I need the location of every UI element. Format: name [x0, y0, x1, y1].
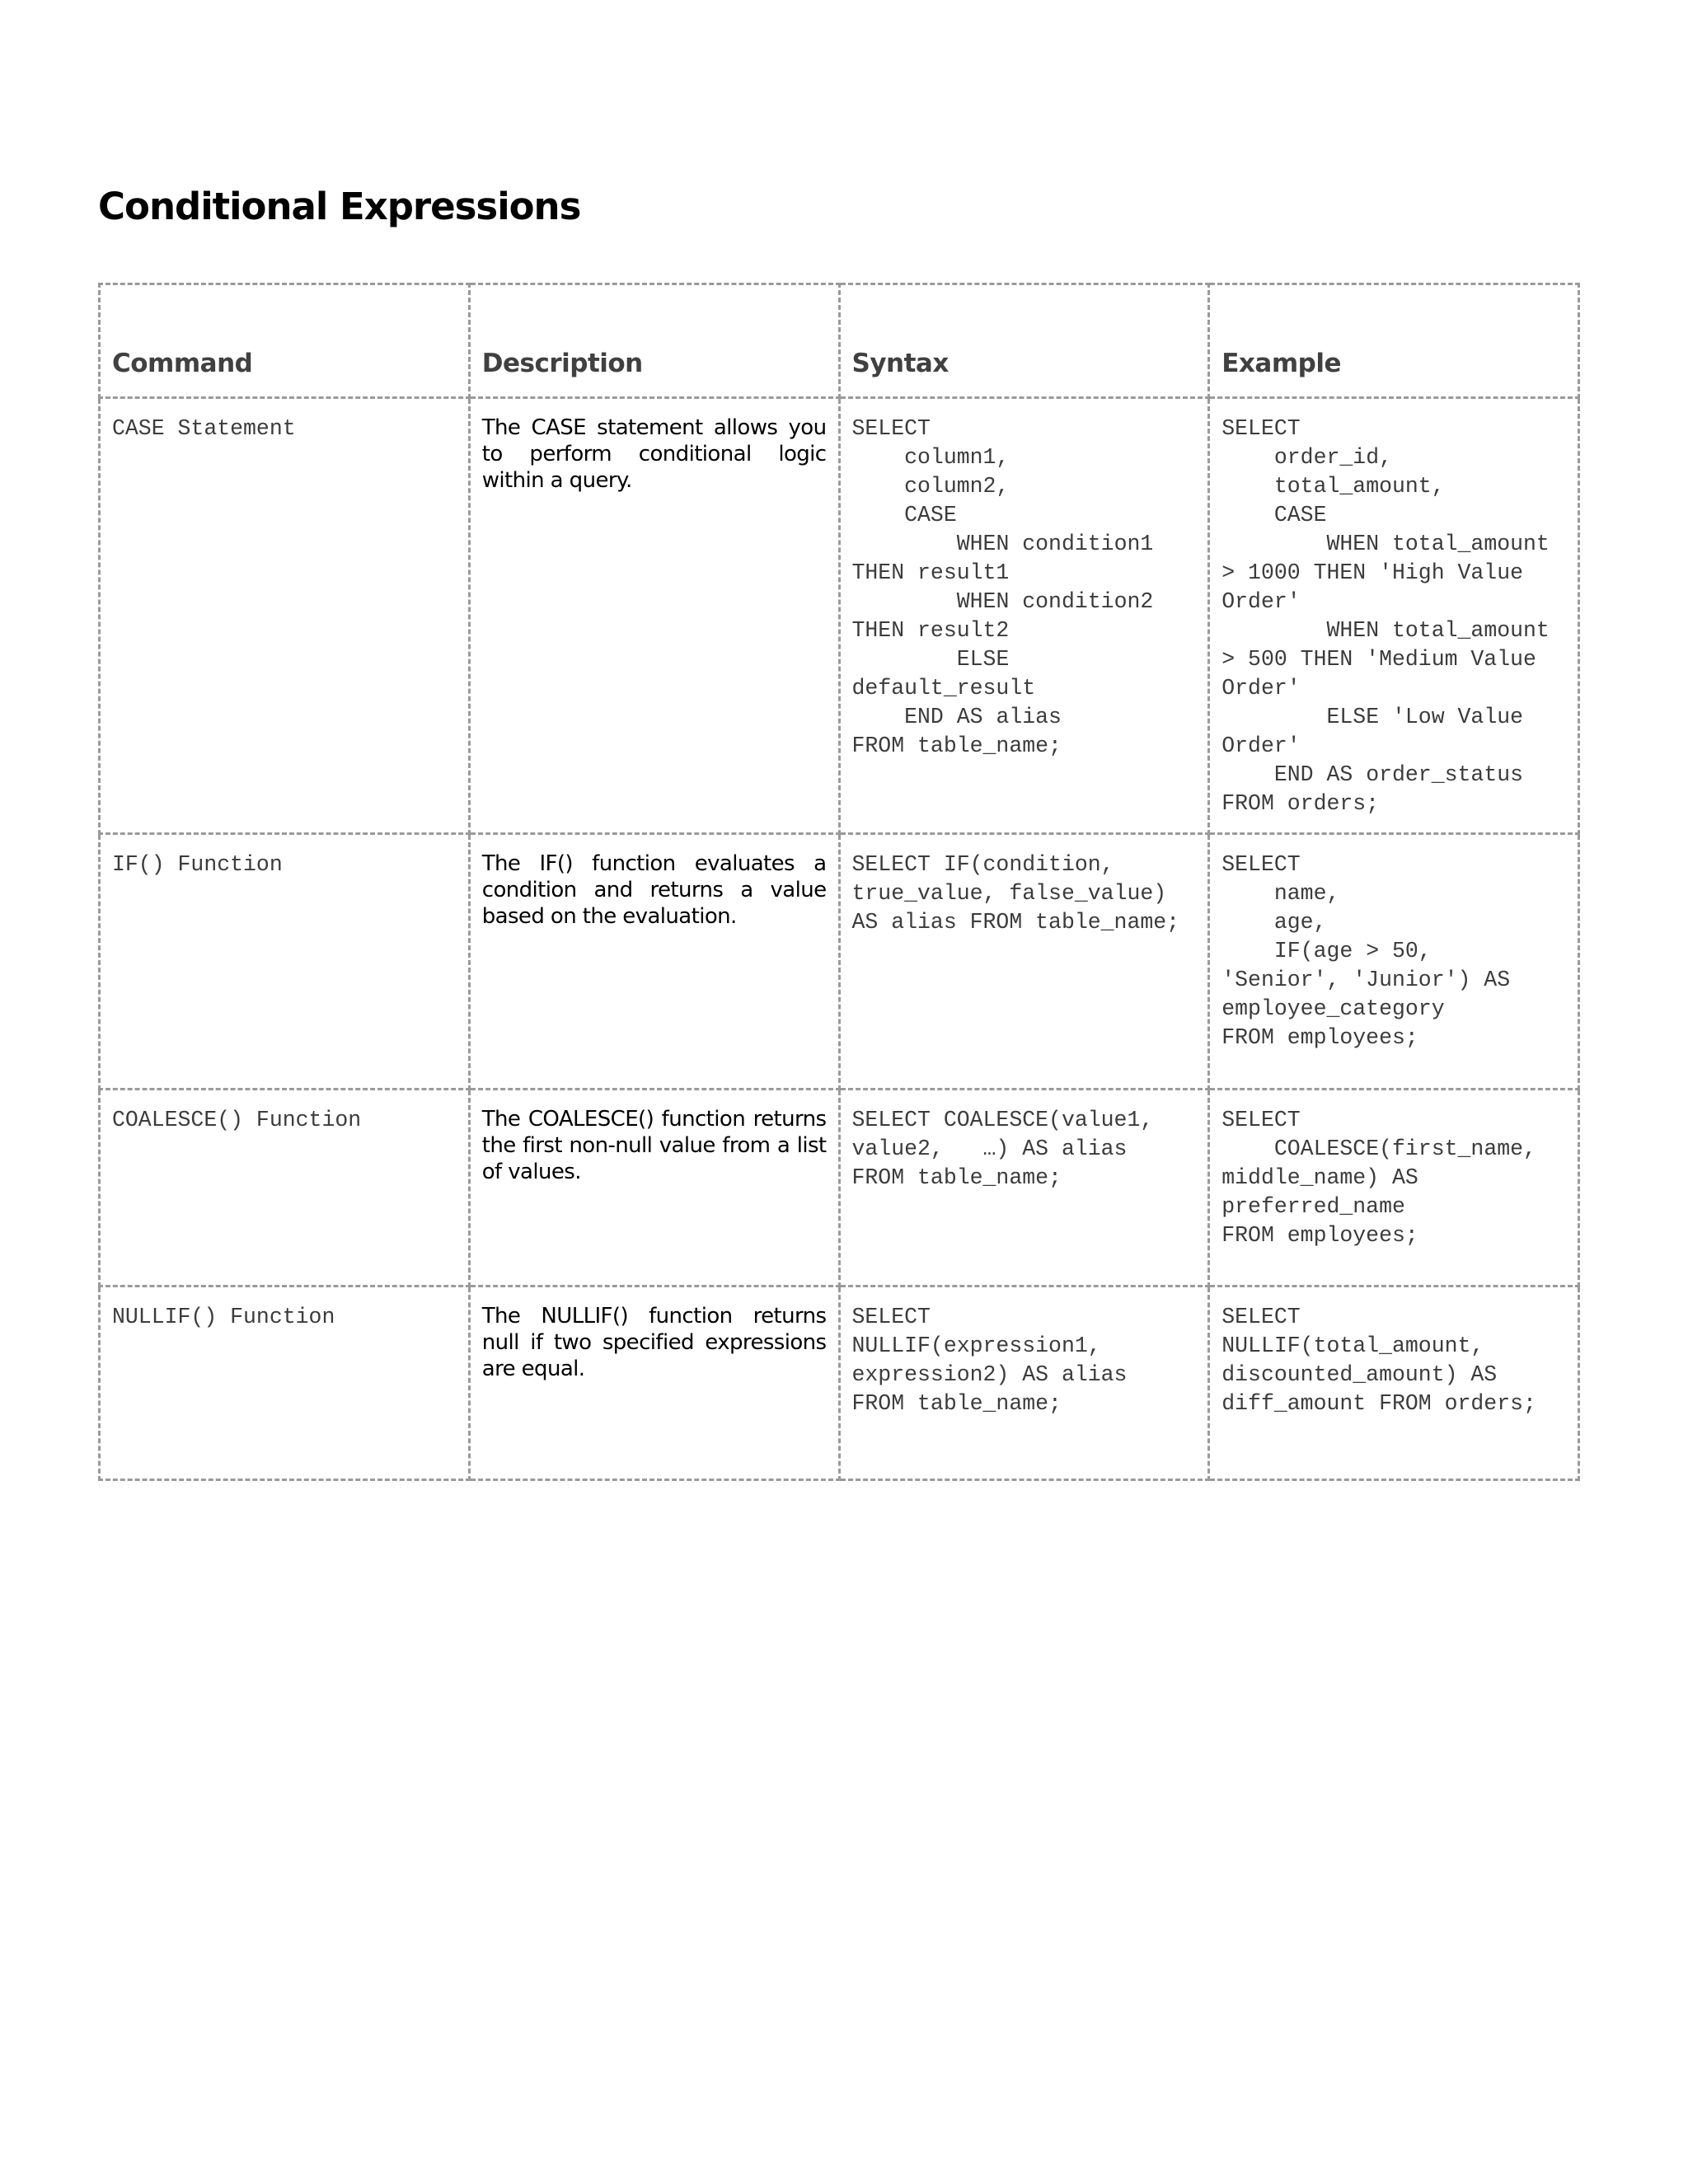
example-cell [1209, 398, 1579, 834]
command-cell [100, 834, 470, 1090]
description-text: The NULLIF() function returns null if two specified expressions are equal. [481, 1304, 827, 1381]
table-row [100, 834, 1579, 1090]
command-cell [100, 398, 470, 834]
description-cell [469, 834, 839, 1090]
command-name: IF() Function [112, 852, 283, 877]
description-text: The IF() function evaluates a condition and returns a value based on the evaluation. [481, 851, 827, 929]
command-name: COALESCE() Function [112, 1108, 362, 1132]
description-cell [469, 1286, 839, 1480]
example-code: SELECT order_id, total_amount, CASE WHEN total_amount > 1000 THEN 'High Value Order' WHEN total_amount > 500 THEN 'Medium Value Order' ELSE 'Low Value Order' END AS order_status FROM orders; [1221, 416, 1550, 816]
example-cell [1209, 834, 1579, 1090]
syntax-code: SELECT IF(condition, true_value, false_value) AS alias FROM table_name; [851, 852, 1180, 935]
example-cell [1209, 1286, 1579, 1480]
example-code: SELECT NULLIF(total_amount, discounted_amount) AS diff_amount FROM orders; [1221, 1305, 1536, 1416]
header-syntax: Syntax [839, 284, 1209, 398]
syntax-cell [839, 398, 1209, 834]
header-command: Command [100, 284, 470, 398]
example-code: SELECT name, age, IF(age > 50, 'Senior', 'Junior') AS employee_category FROM employees; [1221, 852, 1511, 1050]
command-name: CASE Statement [112, 416, 296, 441]
table-header-row [100, 284, 1579, 398]
syntax-code: SELECT NULLIF(expression1, expression2) AS alias FROM table_name; [851, 1305, 1128, 1416]
example-cell [1209, 1090, 1579, 1286]
description-text: The CASE statement allows you to perform conditional logic within a query. [481, 415, 827, 493]
description-cell [469, 398, 839, 834]
example-code: SELECT COALESCE(first_name, middle_name) AS preferred_name FROM employees; [1221, 1108, 1536, 1248]
command-cell [100, 1090, 470, 1286]
syntax-cell [839, 834, 1209, 1090]
description-cell [469, 1090, 839, 1286]
command-cell [100, 1286, 470, 1480]
syntax-cell [839, 1090, 1209, 1286]
page-title: Conditional Expressions [98, 185, 581, 228]
syntax-code: SELECT column1, column2, CASE WHEN condition1 THEN result1 WHEN condition2 THEN result2 ELSE default_result END AS alias FROM table_name; [851, 416, 1154, 758]
header-description: Description [469, 284, 839, 398]
command-name: NULLIF() Function [112, 1305, 335, 1329]
header-example: Example [1209, 284, 1579, 398]
syntax-cell [839, 1286, 1209, 1480]
table-row [100, 1090, 1579, 1286]
conditional-expressions-table [98, 283, 1580, 1481]
table-row [100, 1286, 1579, 1480]
description-text: The COALESCE() function returns the first non-null value from a list of values. [481, 1107, 827, 1184]
table-row [100, 398, 1579, 834]
syntax-code: SELECT COALESCE(value1, value2, …) AS alias FROM table_name; [851, 1108, 1154, 1190]
